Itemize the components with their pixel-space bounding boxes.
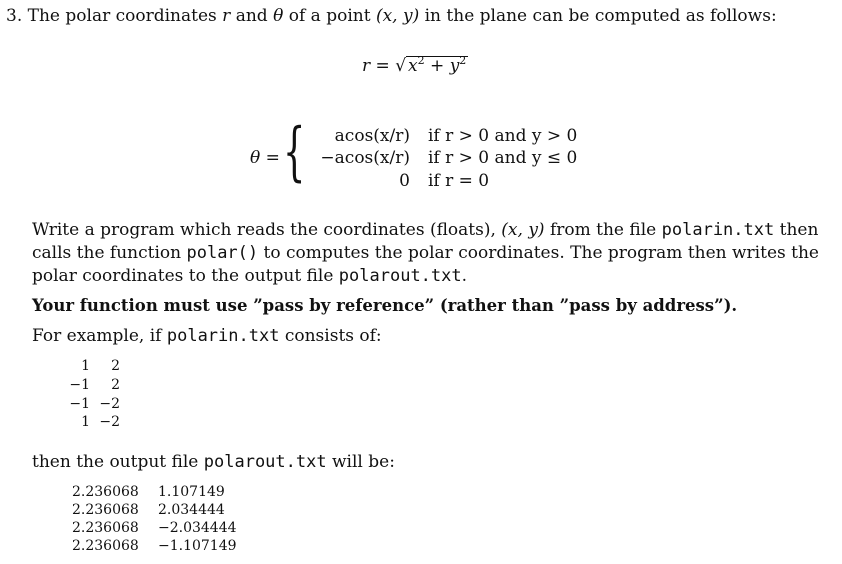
para-l3-a: polar coordinates to the output file bbox=[32, 266, 339, 286]
plus-sign: + bbox=[424, 56, 450, 76]
para-l3-b: . bbox=[461, 266, 468, 286]
input-row-4-y: −2 bbox=[99, 414, 120, 430]
radicand-x: x bbox=[408, 56, 418, 76]
func-name: polar() bbox=[186, 243, 259, 263]
input-row-1-y: 2 bbox=[111, 358, 120, 374]
output-intro-b: will be: bbox=[326, 452, 395, 472]
output-row-1-theta: 1.107149 bbox=[158, 484, 225, 500]
example-file: polarin.txt bbox=[166, 326, 280, 346]
para-l2-b: to computes the polar coordinates. The program then writes the bbox=[258, 243, 819, 263]
requirement-text: Your function must use ”pass by reference” (rather than ”pass by address”). bbox=[32, 296, 738, 315]
example-intro-a: For example, if bbox=[32, 326, 167, 346]
output-row-2-r: 2.236068 bbox=[72, 502, 139, 518]
para-l1-c: then bbox=[774, 220, 819, 240]
radicand-y: y bbox=[449, 56, 460, 76]
case-expr-1: acos(x/r) bbox=[334, 126, 410, 146]
output-row-3-theta: −2.034444 bbox=[158, 520, 237, 536]
input-row-2-x: −1 bbox=[69, 377, 90, 393]
exp-x: 2 bbox=[417, 54, 425, 67]
case-cond-1: if r > 0 and y > 0 bbox=[428, 126, 578, 146]
sqrt-icon: √ bbox=[395, 56, 407, 76]
radicand bbox=[406, 56, 468, 76]
para-l1-a: Write a program which reads the coordinates (floats), bbox=[32, 220, 502, 240]
case-cond-2: if r > 0 and y ≤ 0 bbox=[428, 148, 578, 168]
output-row-4-theta: −1.107149 bbox=[158, 538, 237, 554]
intro-text: The polar coordinates bbox=[27, 6, 223, 26]
problem-number: 3. bbox=[6, 6, 23, 26]
output-row-2-theta: 2.034444 bbox=[158, 502, 225, 518]
output-row-1-r: 2.236068 bbox=[72, 484, 139, 500]
para-l1-point: (x, y) bbox=[501, 220, 545, 240]
intro-and: and bbox=[230, 6, 274, 26]
input-row-3-y: −2 bbox=[99, 396, 120, 412]
paragraph-line-2 bbox=[32, 243, 819, 263]
case-cond-3: if r = 0 bbox=[428, 171, 490, 191]
problem-intro bbox=[6, 6, 777, 26]
case-expr-2: −acos(x/r) bbox=[320, 148, 410, 168]
output-intro bbox=[32, 452, 395, 472]
left-brace-icon: { bbox=[283, 115, 306, 189]
file-out: polarout.txt bbox=[338, 266, 462, 286]
output-intro-a: then the output file bbox=[32, 452, 204, 472]
intro-post: in the plane can be computed as follows: bbox=[419, 6, 777, 26]
output-file: polarout.txt bbox=[203, 452, 327, 472]
para-l1-b: from the file bbox=[544, 220, 662, 240]
file-in: polarin.txt bbox=[661, 220, 775, 240]
output-row-3-r: 2.236068 bbox=[72, 520, 139, 536]
para-l2-a: calls the function bbox=[32, 243, 187, 263]
formula-theta-lhs: θ = bbox=[250, 148, 280, 168]
point-xy: (x, y) bbox=[375, 6, 420, 26]
intro-mid: of a point bbox=[283, 6, 376, 26]
paragraph-line-1 bbox=[32, 220, 818, 240]
output-row-4-r: 2.236068 bbox=[72, 538, 139, 554]
formula-r-lhs: r = bbox=[362, 56, 390, 76]
paragraph-line-3 bbox=[32, 266, 467, 286]
input-row-2-y: 2 bbox=[111, 377, 120, 393]
case-expr-3: 0 bbox=[399, 171, 410, 191]
example-intro-b: consists of: bbox=[279, 326, 382, 346]
input-row-4-x: 1 bbox=[81, 414, 90, 430]
input-row-1-x: 1 bbox=[81, 358, 90, 374]
input-row-3-x: −1 bbox=[69, 396, 90, 412]
formula-r bbox=[362, 56, 468, 76]
exp-y: 2 bbox=[459, 54, 467, 67]
var-r: r bbox=[222, 6, 231, 26]
var-theta: θ bbox=[273, 6, 284, 26]
example-intro bbox=[32, 326, 382, 346]
